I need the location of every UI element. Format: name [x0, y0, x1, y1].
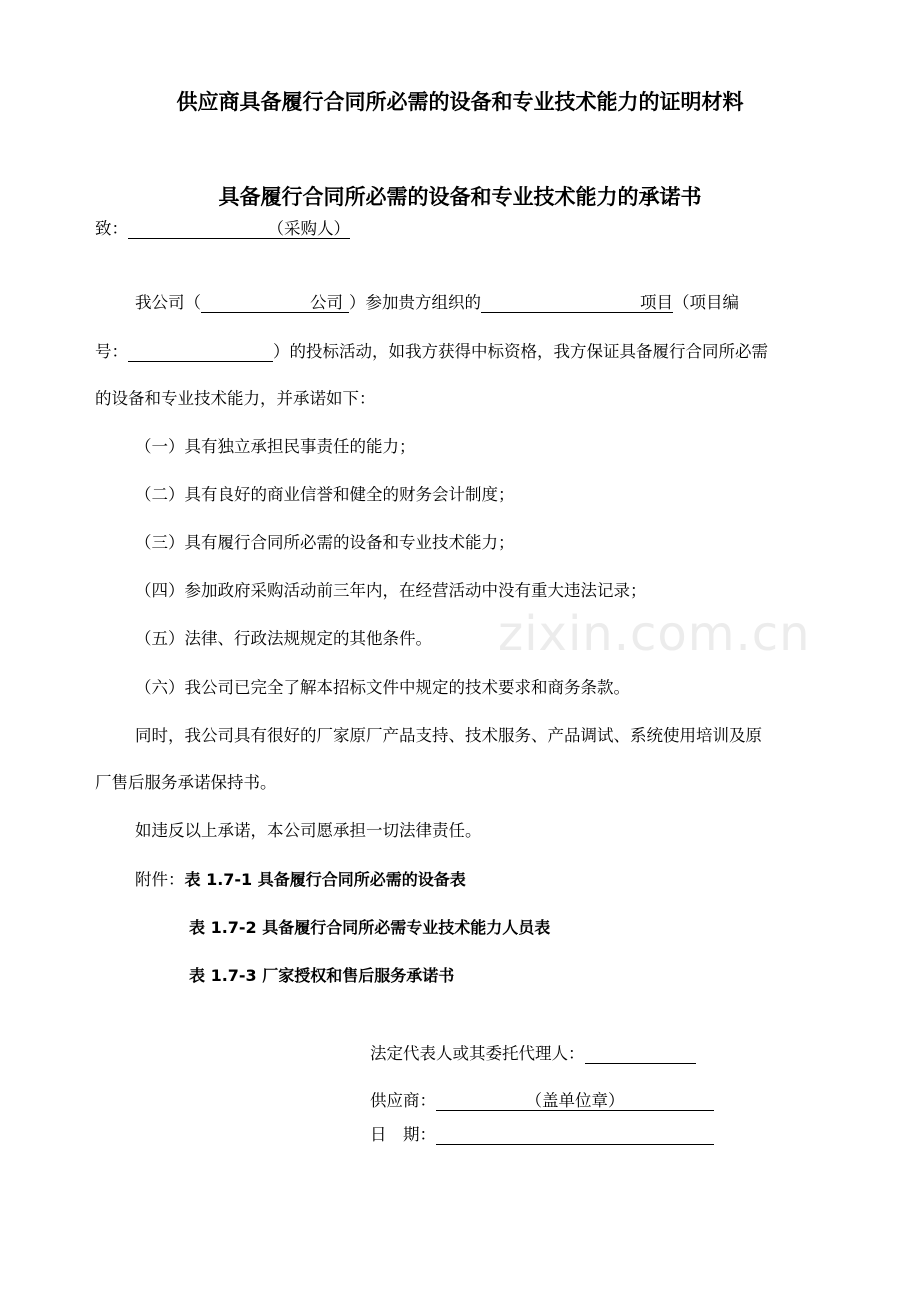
commitment-item-2: （二）具有良好的商业信誉和健全的财务会计制度；: [135, 485, 515, 504]
commitment-item-5: （五）法律、行政法规规定的其他条件。: [135, 629, 432, 648]
purchaser-blank: [128, 219, 350, 239]
date-blank: [436, 1125, 714, 1145]
company-blank-text: 公司: [310, 293, 343, 312]
attachment-3: 表 1.7-3 厂家授权和售后服务承诺书: [189, 966, 455, 985]
supplier-blank-text: （盖单位章）: [525, 1091, 625, 1110]
p1-text-b: ）参加贵方组织的: [349, 293, 481, 312]
to-label: 致：: [95, 219, 128, 238]
attachment-2: 表 1.7-2 具备履行合同所必需专业技术能力人员表: [189, 918, 551, 937]
signature-rep-line: [370, 1043, 696, 1065]
p1-text-d: 号：: [95, 342, 128, 361]
signature-rep-blank: [585, 1044, 696, 1064]
attachment-1: 表 1.7-1 具备履行合同所必需的设备表: [184, 870, 466, 889]
commitment-item-3: （三）具有履行合同所必需的设备和专业技术能力；: [135, 533, 515, 552]
p1-text-c: （项目编: [673, 293, 739, 312]
supplier-line: [370, 1090, 714, 1112]
watermark: zixin.com.cn: [498, 606, 811, 662]
date-line: [370, 1124, 714, 1146]
main-title: 供应商具备履行合同所必需的设备和专业技术能力的证明材料: [176, 90, 744, 114]
company-blank: [201, 293, 349, 313]
paragraph-1-line-2: [95, 341, 768, 363]
signature-rep-label: 法定代表人或其委托代理人：: [370, 1044, 585, 1063]
paragraph-2-line-2: 厂售后服务承诺保持书。: [95, 773, 277, 792]
attachment-label: 附件：: [135, 870, 185, 889]
project-blank: [481, 293, 673, 313]
supplier-blank: [436, 1091, 714, 1111]
project-blank-text: 项目: [640, 293, 673, 312]
p1-text-a: 我公司（: [135, 293, 201, 312]
commitment-item-4: （四）参加政府采购活动前三年内，在经营活动中没有重大违法记录；: [135, 581, 647, 600]
addressee-line: [95, 218, 350, 240]
paragraph-1-line-3: 的设备和专业技术能力，并承诺如下：: [95, 389, 376, 408]
commitment-item-6: （六）我公司已完全了解本招标文件中规定的技术要求和商务条款。: [135, 678, 630, 697]
date-label: 日 期：: [370, 1125, 436, 1144]
p1-text-e: ）的投标活动，如我方获得中标资格，我方保证具备履行合同所必需: [273, 342, 768, 361]
paragraph-3: 如违反以上承诺，本公司愿承担一切法律责任。: [135, 821, 482, 840]
project-number-blank: [128, 342, 273, 362]
supplier-label: 供应商：: [370, 1091, 436, 1110]
purchaser-blank-text: （采购人）: [267, 219, 350, 238]
paragraph-2-line-1: 同时，我公司具有很好的厂家原厂产品支持、技术服务、产品调试、系统使用培训及原: [135, 726, 762, 745]
attachment-1-line: [135, 869, 466, 891]
paragraph-1-line-1: [135, 292, 739, 314]
sub-title: 具备履行合同所必需的设备和专业技术能力的承诺书: [218, 185, 702, 209]
commitment-item-1: （一）具有独立承担民事责任的能力；: [135, 437, 416, 456]
